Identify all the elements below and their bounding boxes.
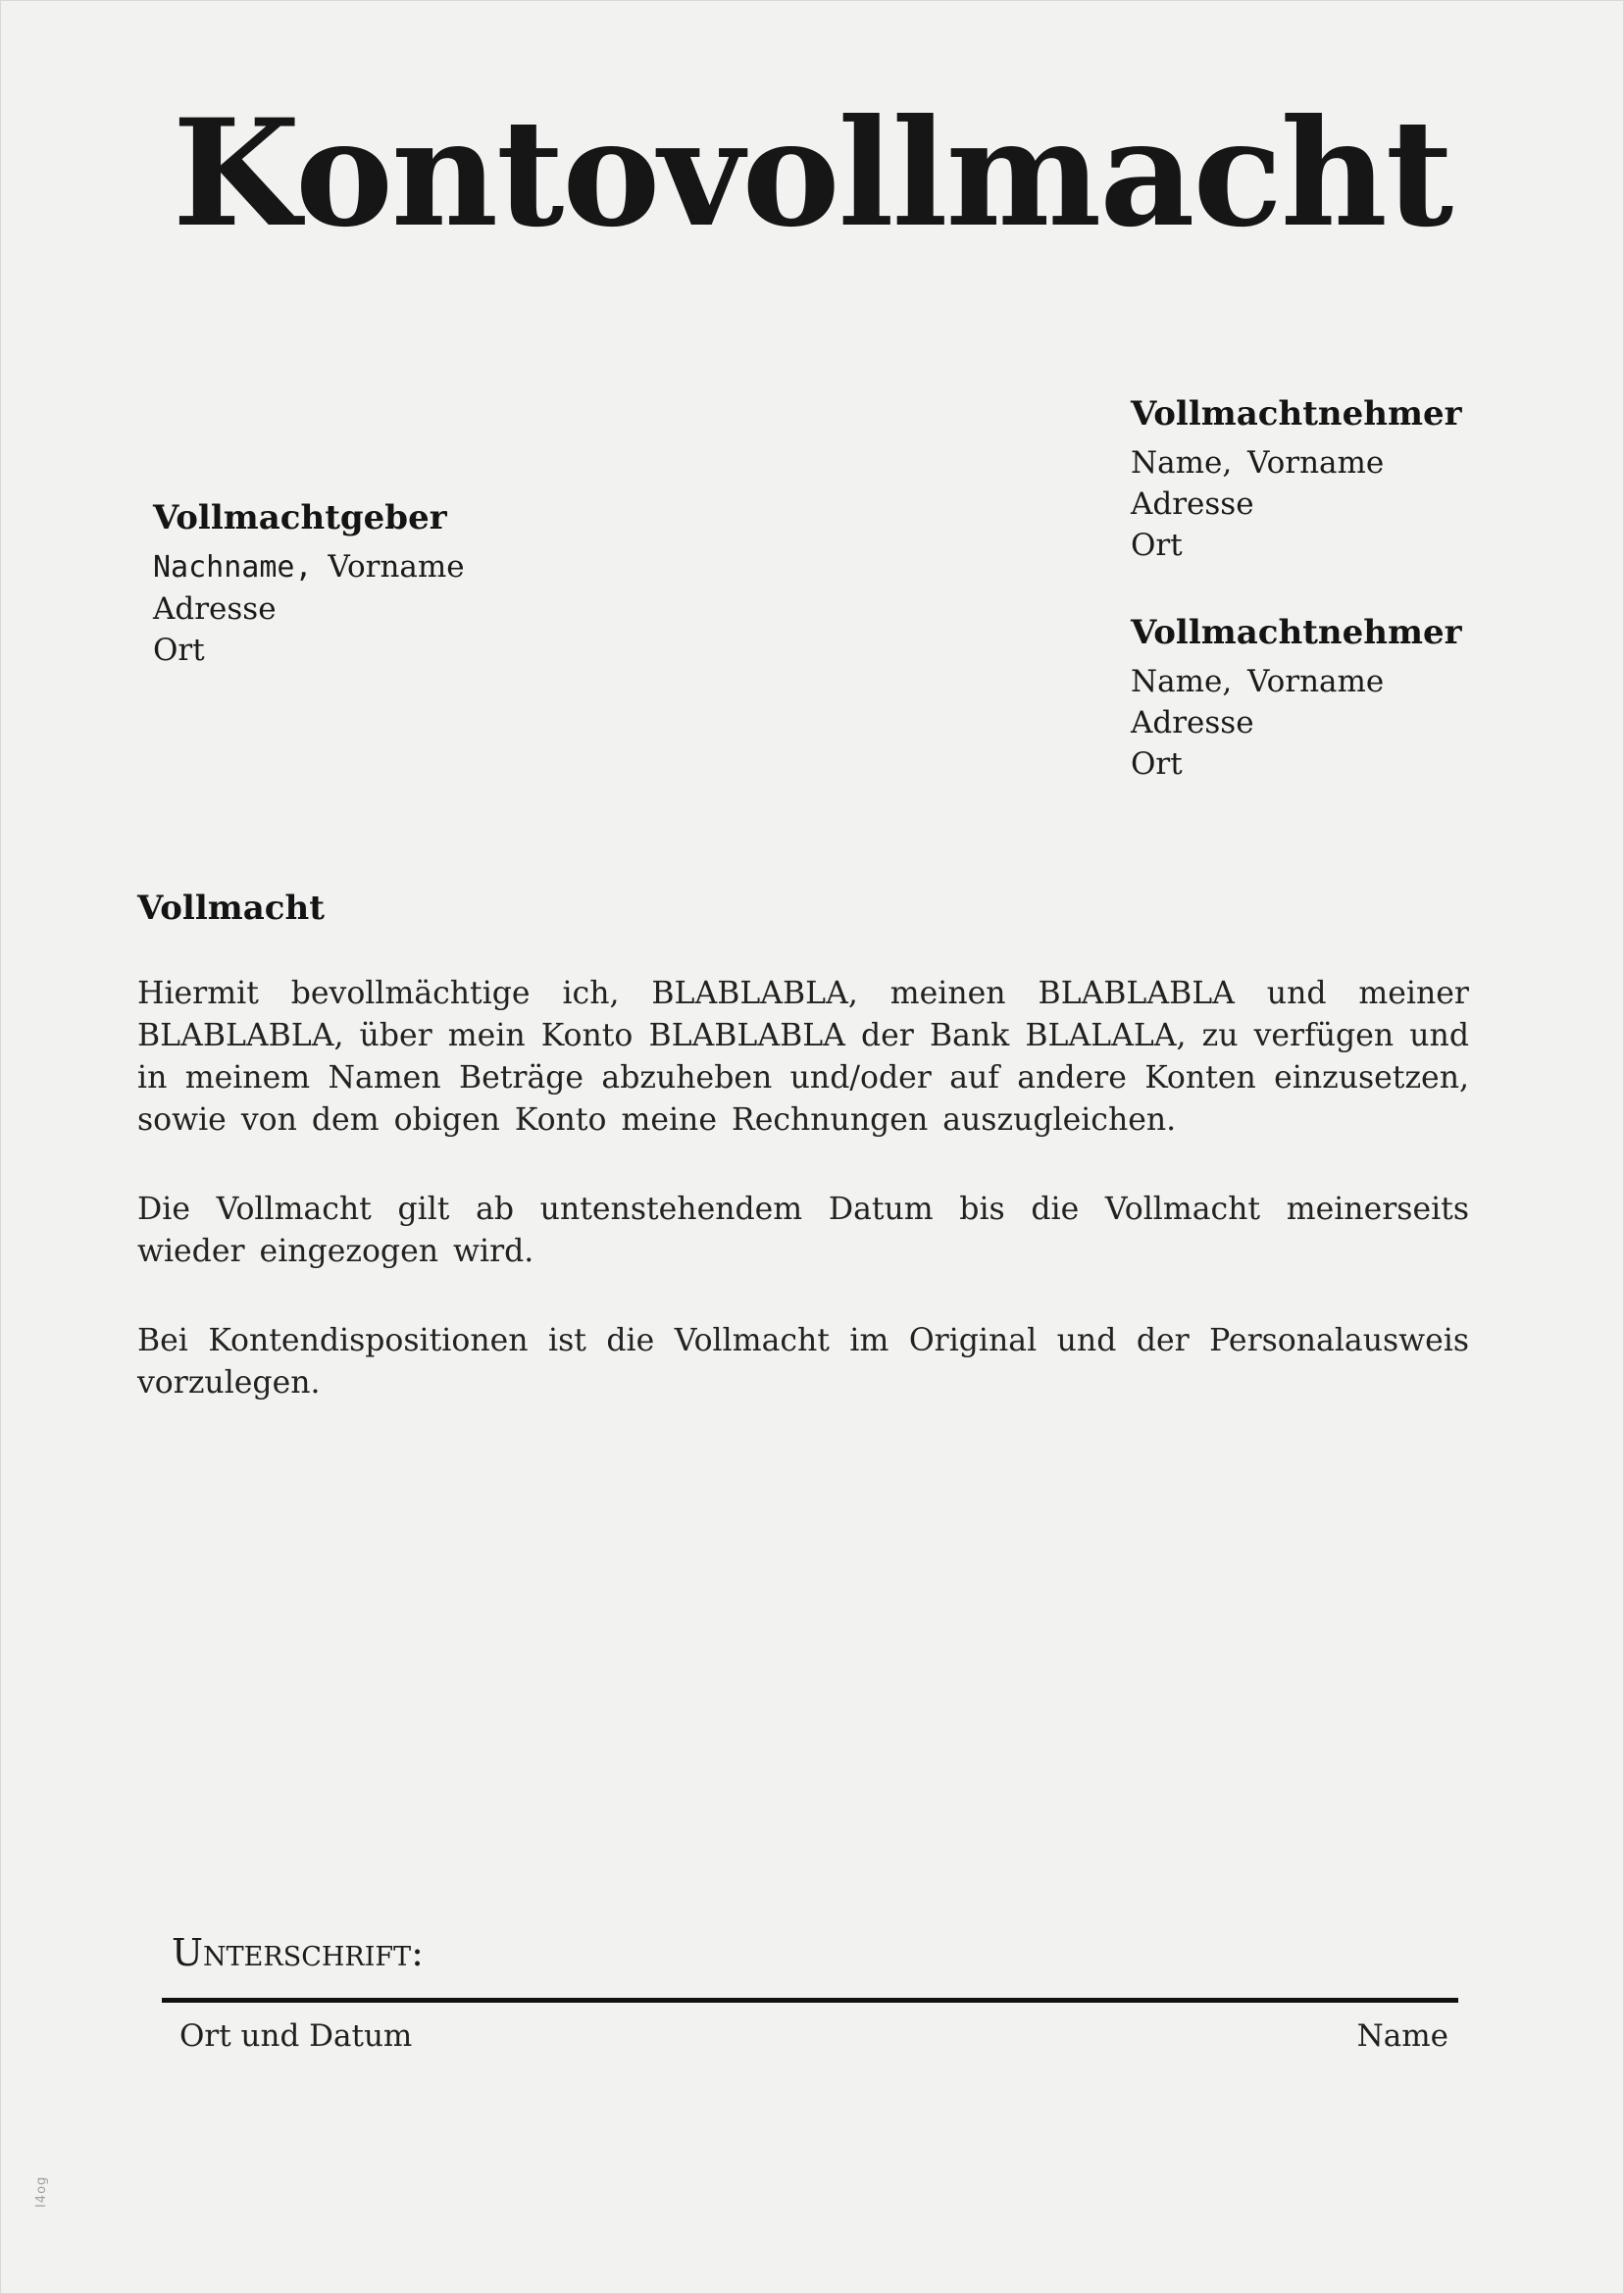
grantor-heading: Vollmachtgeber xyxy=(153,498,447,537)
signature-section xyxy=(162,1931,1458,2054)
signature-label: Unterschrift: xyxy=(172,1931,424,1974)
signature-caption-row xyxy=(162,2018,1458,2054)
attorney1-city-line: Ort xyxy=(1131,528,1183,563)
attorney2-name-line: Name, Vorname xyxy=(1131,664,1385,699)
signature-name-label: Name xyxy=(1356,2018,1448,2054)
signature-place-date-label: Ort und Datum xyxy=(179,2018,413,2054)
attorney2-city-line: Ort xyxy=(1131,746,1183,782)
grantor-lastname-placeholder: Nachname, xyxy=(153,550,313,585)
grantor-address-line: Adresse xyxy=(153,591,277,627)
signature-line xyxy=(162,1998,1458,2003)
attorney-block-2 xyxy=(1131,612,1462,785)
paragraph-validity: Die Vollmacht gilt ab untenstehendem Datum bis die Vollmacht meinerseits wieder eingezogen wird. xyxy=(137,1192,1469,1269)
body-section xyxy=(137,889,1469,1452)
attorney1-name-line: Name, Vorname xyxy=(1131,445,1385,481)
grantor-name-line xyxy=(153,546,465,588)
attorney1-heading: Vollmachtnehmer xyxy=(1131,394,1462,433)
attorney-block-1 xyxy=(1131,393,1462,566)
grantor-block xyxy=(153,497,465,671)
attorney2-heading: Vollmachtnehmer xyxy=(1131,613,1462,652)
document-title: Kontovollmacht xyxy=(172,87,1452,260)
side-watermark: I4og xyxy=(34,2175,49,2208)
paragraph-authorization: Hiermit bevollmächtige ich, BLABLABLA, meinen BLABLABLA und meiner BLABLABLA, über mein Konto BLABLABLA der Bank BLALALA, zu verfügen und in meinem Namen Beträge abzuheben und/oder auf andere Konten einzusetzen, sowie von dem obigen Konto meine Rechnungen auszugleichen. xyxy=(137,976,1469,1138)
attorney1-address-line: Adresse xyxy=(1131,486,1254,522)
paragraph-requirements: Bei Kontendispositionen ist die Vollmacht im Original und der Personalausweis vorzulegen. xyxy=(137,1323,1469,1401)
grantor-firstname-placeholder: Vorname xyxy=(328,549,465,585)
grantor-city-line: Ort xyxy=(153,633,205,668)
attorney2-address-line: Adresse xyxy=(1131,705,1254,740)
body-heading: Vollmacht xyxy=(137,889,325,928)
